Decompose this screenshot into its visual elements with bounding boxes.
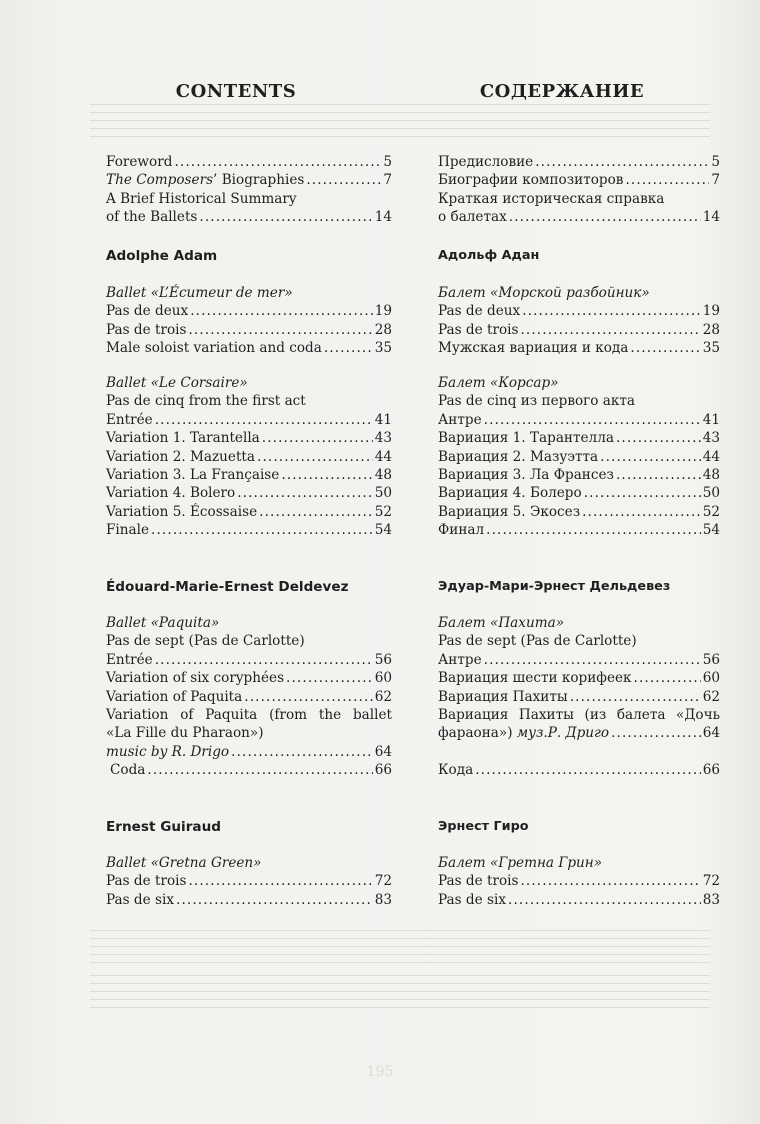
ballet-section	[106, 284, 392, 358]
toc-entry[interactable]: Variation of six coryphées . . . 60	[106, 669, 392, 687]
ballet-subtitle: Pas de cinq from the first act	[106, 393, 306, 410]
toc-entry[interactable]: Entrée . . . 56	[106, 651, 392, 669]
composer-name: Édouard-Marie-Ernest Deldevez	[106, 579, 349, 595]
toc-entry[interactable]: Вариация шести корифеек . . . 60	[438, 669, 720, 687]
toc-entry[interactable]: Variation 4. Bolero . . . 50	[106, 484, 392, 502]
ballet-section	[438, 854, 720, 909]
toc-entry-line: Краткая историческая справка	[438, 190, 665, 207]
contents-heading: CONTENTS	[175, 81, 297, 102]
toc-entry[interactable]: Coda . . . 66	[106, 761, 392, 779]
composer-section-adam	[106, 247, 392, 265]
toc-entry[interactable]: The Composers’ Biographies . . . 7	[106, 171, 392, 189]
toc-entry[interactable]: Pas de deux . . . 19	[106, 302, 392, 320]
toc-entry[interactable]: Вариация 3. Ла Франсез . . . 48	[438, 466, 720, 484]
toc-entry[interactable]: фараона») муз.Р. Дриго . . . 64	[438, 724, 720, 742]
ballet-section	[438, 614, 720, 780]
toc-entry[interactable]: Pas de deux . . . 19	[438, 302, 720, 320]
toc-entry[interactable]: Variation of Paquita . . . 62	[106, 688, 392, 706]
composer-section-deldevez	[106, 578, 392, 596]
toc-entry[interactable]: Foreword . . . 5	[106, 153, 392, 171]
ballet-section	[106, 374, 392, 540]
contents-column-russian	[438, 78, 720, 908]
toc-entry[interactable]: Variation 5. Écossaise . . . 52	[106, 503, 392, 521]
toc-entry[interactable]: Финал . . . 54	[438, 521, 720, 539]
contents-heading: СОДЕРЖАНИЕ	[479, 81, 645, 102]
toc-entry-line: Variation of Paquita (from the ballet	[106, 707, 392, 724]
toc-entry[interactable]: Антре . . . 41	[438, 411, 720, 429]
toc-entry-line: «La Fille du Pharaon»)	[106, 725, 264, 742]
intro-section	[106, 153, 392, 227]
toc-entry[interactable]: Вариация 4. Болеро . . . 50	[438, 484, 720, 502]
ballet-title: Ballet «Paquita»	[106, 615, 220, 631]
toc-entry[interactable]: Variation 3. La Française . . . 48	[106, 466, 392, 484]
composer-name: Adolphe Adam	[106, 248, 218, 264]
toc-entry[interactable]: Pas de six . . . 83	[438, 891, 720, 909]
ballet-title: Балет «Пахита»	[438, 615, 565, 631]
ballet-title: Ballet «Gretna Green»	[106, 855, 262, 871]
ballet-title: Ballet «Le Corsaire»	[106, 375, 248, 391]
toc-entry-line: A Brief Historical Summary	[106, 190, 297, 207]
toc-entry[interactable]: Male soloist variation and coda . . . 35	[106, 339, 392, 357]
toc-entry[interactable]: Variation 1. Tarantella . . . 43	[106, 429, 392, 447]
ballet-section	[106, 854, 392, 909]
ballet-subtitle: Pas de sept (Pas de Carlotte)	[438, 633, 637, 650]
composer-section-guiraud	[106, 818, 392, 836]
toc-entry[interactable]: Entrée . . . 41	[106, 411, 392, 429]
toc-entry[interactable]: Pas de six . . . 83	[106, 891, 392, 909]
staff-watermark	[90, 104, 710, 144]
toc-entry[interactable]: Вариация 1. Тарантелла . . . 43	[438, 429, 720, 447]
toc-entry-line: Вариация Пахиты (из балета «Дочь	[438, 707, 720, 724]
toc-entry[interactable]: Мужская вариация и кода . . . 35	[438, 339, 720, 357]
toc-entry[interactable]: Антре . . . 56	[438, 651, 720, 669]
toc-entry[interactable]: Вариация Пахиты . . . 62	[438, 688, 720, 706]
composer-section-guiraud	[438, 818, 720, 836]
toc-entry[interactable]: Вариация 5. Экосез . . . 52	[438, 503, 720, 521]
ballet-subtitle: Pas de cinq из первого акта	[438, 393, 636, 410]
toc-entry[interactable]: Pas de trois . . . 28	[106, 321, 392, 339]
ballet-section	[438, 284, 720, 358]
toc-entry[interactable]: Предисловие . . . 5	[438, 153, 720, 171]
composer-name: Эрнест Гиро	[438, 819, 529, 834]
toc-entry[interactable]: Finale . . . 54	[106, 521, 392, 539]
ballet-title: Балет «Морской разбойник»	[438, 285, 650, 301]
composer-name: Адольф Адан	[438, 248, 540, 263]
ballet-title: Ballet «L’Écumeur de mer»	[106, 285, 293, 301]
toc-entry[interactable]: Pas de trois . . . 28	[438, 321, 720, 339]
staff-watermark	[90, 930, 710, 970]
ballet-section	[438, 374, 720, 540]
composer-section-deldevez	[438, 578, 720, 596]
toc-entry[interactable]: Вариация 2. Мазуэтта . . . 44	[438, 448, 720, 466]
toc-entry[interactable]: Биографии композиторов . . . 7	[438, 171, 720, 189]
staff-watermark	[90, 975, 710, 1015]
ballet-section	[106, 614, 392, 780]
ballet-title: Балет «Гретна Грин»	[438, 855, 603, 871]
ballet-subtitle: Pas de sept (Pas de Carlotte)	[106, 633, 305, 650]
page-number: 195	[366, 1064, 394, 1080]
composer-section-adam	[438, 247, 720, 265]
intro-section	[438, 153, 720, 227]
composer-name: Эдуар-Мари-Эрнест Дельдевез	[438, 579, 671, 594]
toc-entry[interactable]: Variation 2. Mazuetta . . . 44	[106, 448, 392, 466]
toc-entry[interactable]: Кода . . . 66	[438, 761, 720, 779]
ballet-title: Балет «Корсар»	[438, 375, 559, 391]
composer-name: Ernest Guiraud	[106, 819, 221, 835]
contents-column-english	[106, 78, 392, 908]
toc-entry[interactable]: music by R. Drigo . . . 64	[106, 743, 392, 761]
toc-entry[interactable]: Pas de trois . . . 72	[106, 872, 392, 890]
toc-entry[interactable]: Pas de trois . . . 72	[438, 872, 720, 890]
toc-entry[interactable]: of the Ballets . . . 14	[106, 208, 392, 226]
toc-entry[interactable]: о балетах . . . 14	[438, 208, 720, 226]
